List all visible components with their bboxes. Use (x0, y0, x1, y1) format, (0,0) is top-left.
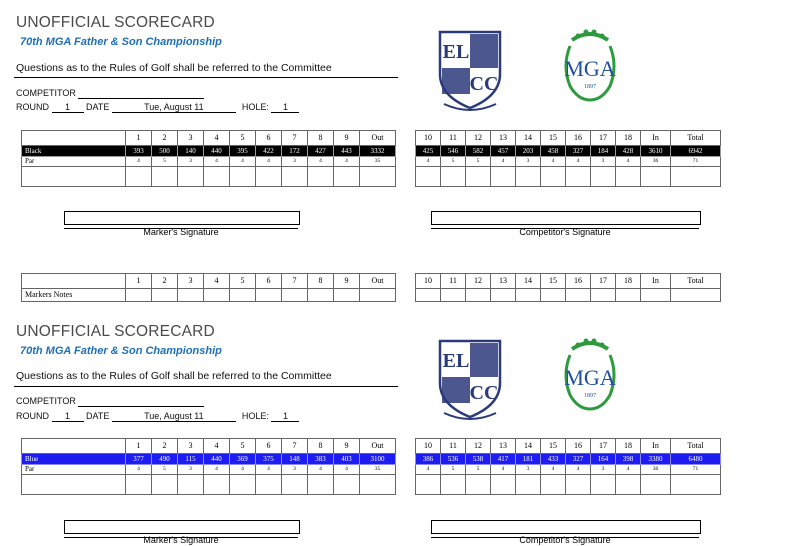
out-header: Out (360, 131, 396, 146)
score-cell[interactable] (441, 475, 466, 495)
out-header: Out (360, 274, 396, 289)
par-cell: 5 (441, 465, 466, 475)
yardage-cell: 443 (334, 146, 360, 157)
markers-notes-label: Markers Notes (22, 289, 126, 302)
card1-divider (14, 77, 398, 78)
date-field[interactable]: Tue, August 11 (112, 411, 236, 422)
hole-header: 18 (616, 131, 641, 146)
par-cell: 5 (152, 465, 178, 475)
score-cell[interactable] (416, 475, 441, 495)
score-cell[interactable] (491, 167, 516, 187)
yardage-cell: 184 (591, 146, 616, 157)
hole-header: 11 (441, 274, 466, 289)
markers-notes-back-table (415, 273, 721, 302)
hole-header: 3 (178, 439, 204, 454)
score-cell[interactable] (616, 475, 641, 495)
par-cell: 3 (516, 465, 541, 475)
yardage-cell: 203 (516, 146, 541, 157)
hole-header: 12 (466, 439, 491, 454)
hole-number-row (22, 439, 396, 454)
hole-header: 9 (334, 274, 360, 289)
note-cell[interactable] (566, 289, 591, 302)
date-label: DATE (86, 411, 110, 421)
yardage-total-cell: 6942 (671, 146, 721, 157)
hole-header: 4 (204, 439, 230, 454)
score-cell[interactable] (671, 475, 721, 495)
note-cell[interactable] (516, 289, 541, 302)
crest-top-letters: EL (442, 350, 470, 372)
tee-yardage-row (22, 454, 396, 465)
yardage-cell: 458 (541, 146, 566, 157)
round-label: ROUND (16, 411, 49, 421)
hole-header: 1 (126, 439, 152, 454)
competitor-signature-label: Competitor's Signature (519, 227, 611, 237)
mga-text: MGA (564, 56, 616, 81)
par-cell: 4 (566, 465, 591, 475)
hole-header: 17 (591, 131, 616, 146)
card2-rules-note: Questions as to the Rules of Golf shall be referred to the Committee (16, 370, 332, 382)
yardage-cell: 377 (126, 454, 152, 465)
hole-header: 6 (256, 131, 282, 146)
mga-text: MGA (564, 365, 616, 390)
in-header: In (641, 274, 671, 289)
date-label: DATE (86, 102, 110, 112)
competitor-field[interactable] (78, 88, 204, 99)
score-cell[interactable] (256, 475, 282, 495)
total-header: Total (671, 131, 721, 146)
yardage-in-cell: 3380 (641, 454, 671, 465)
yardage-cell: 538 (466, 454, 491, 465)
yardage-cell: 457 (491, 146, 516, 157)
marker-signature-label: Marker's Signature (143, 535, 219, 545)
score-cell[interactable] (230, 167, 256, 187)
note-cell[interactable] (360, 289, 396, 302)
hole-header: 16 (566, 439, 591, 454)
yardage-cell: 490 (152, 454, 178, 465)
hole-header: 6 (256, 439, 282, 454)
score-cell[interactable] (152, 167, 178, 187)
score-cell[interactable] (334, 475, 360, 495)
hole-header: 5 (230, 274, 256, 289)
markers-notes-row[interactable] (416, 289, 721, 302)
score-cell[interactable] (516, 475, 541, 495)
score-cell[interactable] (178, 167, 204, 187)
in-header: In (641, 131, 671, 146)
par-row (416, 157, 721, 167)
par-cell: 5 (152, 157, 178, 167)
hole-field[interactable]: 1 (271, 102, 299, 113)
note-cell[interactable] (256, 289, 282, 302)
tee-yardage-row (22, 146, 396, 157)
hole-header: 9 (334, 439, 360, 454)
crest-top-letters: EL (442, 41, 470, 63)
hole-header: 7 (282, 131, 308, 146)
yardage-in-cell: 3610 (641, 146, 671, 157)
yardage-cell: 428 (616, 146, 641, 157)
mga-logo (556, 335, 624, 413)
hole-number-row (22, 131, 396, 146)
yardage-cell: 427 (308, 146, 334, 157)
score-cell[interactable] (441, 167, 466, 187)
par-row (22, 157, 396, 167)
yardage-cell: 417 (491, 454, 516, 465)
score-cell[interactable] (308, 475, 334, 495)
par-cell: 5 (466, 157, 491, 167)
score-cell[interactable] (334, 167, 360, 187)
yardage-cell: 433 (541, 454, 566, 465)
hole-number-row (416, 439, 721, 454)
hole-header: 5 (230, 439, 256, 454)
card1-subtitle: 70th MGA Father & Son Championship (20, 36, 222, 48)
hole-field[interactable]: 1 (271, 411, 299, 422)
hole-header: 8 (308, 439, 334, 454)
par-cell: 5 (466, 465, 491, 475)
note-cell[interactable] (591, 289, 616, 302)
hole-header: 6 (256, 274, 282, 289)
note-cell[interactable] (441, 289, 466, 302)
yardage-cell: 164 (591, 454, 616, 465)
yardage-cell: 172 (282, 146, 308, 157)
competitor-field[interactable] (78, 396, 204, 407)
par-cell: 4 (541, 157, 566, 167)
hole-header: 14 (516, 439, 541, 454)
par-cell: 4 (616, 465, 641, 475)
hole-header: 17 (591, 439, 616, 454)
par-in-cell: 36 (641, 465, 671, 475)
par-cell: 4 (204, 465, 230, 475)
par-cell: 4 (541, 465, 566, 475)
yardage-cell: 422 (256, 146, 282, 157)
hole-header: 16 (566, 131, 591, 146)
yardage-out-cell: 3100 (360, 454, 396, 465)
mga-year: 1897 (584, 393, 596, 399)
hole-header: 18 (616, 274, 641, 289)
hole-label: HOLE: (241, 411, 269, 421)
card1-competitor-row (16, 88, 204, 99)
club-crest-logo (434, 335, 506, 421)
score-cell[interactable] (591, 167, 616, 187)
score-cell[interactable] (641, 475, 671, 495)
par-cell: 3 (591, 157, 616, 167)
hole-header: 12 (466, 131, 491, 146)
par-cell: 3 (591, 465, 616, 475)
hole-header: 7 (282, 274, 308, 289)
note-cell[interactable] (541, 289, 566, 302)
score-cell[interactable] (671, 167, 721, 187)
competitor-label: COMPETITOR (16, 88, 76, 98)
note-cell[interactable] (466, 289, 491, 302)
score-cell[interactable] (360, 475, 396, 495)
note-cell[interactable] (671, 289, 721, 302)
crest-bottom-letters: CC (469, 73, 499, 95)
card2-competitor-row (16, 396, 204, 407)
tee-yardage-row (416, 454, 721, 465)
par-cell: 3 (516, 157, 541, 167)
score-cell[interactable] (308, 167, 334, 187)
par-total-cell: 71 (671, 465, 721, 475)
note-cell[interactable] (616, 289, 641, 302)
hole-header: 12 (466, 274, 491, 289)
yardage-cell: 393 (126, 146, 152, 157)
competitor-signature-box[interactable] (431, 520, 701, 534)
notes-header-row (22, 274, 396, 289)
par-out-cell: 35 (360, 157, 396, 167)
note-cell[interactable] (416, 289, 441, 302)
total-header: Total (671, 439, 721, 454)
par-cell: 3 (178, 465, 204, 475)
markers-notes-front-table (21, 273, 396, 302)
hole-header: 13 (491, 274, 516, 289)
competitor-label: COMPETITOR (16, 396, 76, 406)
score-cell[interactable] (541, 167, 566, 187)
note-cell[interactable] (491, 289, 516, 302)
yardage-out-cell: 3332 (360, 146, 396, 157)
hole-header: 7 (282, 439, 308, 454)
score-cell[interactable] (282, 475, 308, 495)
out-header: Out (360, 439, 396, 454)
note-cell[interactable] (126, 289, 152, 302)
hole-header: 10 (416, 439, 441, 454)
hole-header: 8 (308, 131, 334, 146)
score-entry-row[interactable] (22, 475, 396, 495)
score-cell[interactable] (641, 167, 671, 187)
hole-header: 10 (416, 274, 441, 289)
note-cell[interactable] (178, 289, 204, 302)
hole-header: 3 (178, 131, 204, 146)
note-cell[interactable] (308, 289, 334, 302)
yardage-cell: 440 (204, 454, 230, 465)
par-label: Par (22, 157, 126, 167)
score-cell[interactable] (152, 475, 178, 495)
hole-header: 5 (230, 131, 256, 146)
yardage-cell: 403 (334, 454, 360, 465)
score-cell[interactable] (566, 475, 591, 495)
score-entry-row[interactable] (22, 167, 396, 187)
in-header: In (641, 439, 671, 454)
par-cell: 4 (204, 157, 230, 167)
round-label: ROUND (16, 102, 49, 112)
score-cell[interactable] (591, 475, 616, 495)
par-cell: 4 (566, 157, 591, 167)
hole-header: 10 (416, 131, 441, 146)
hole-header: 15 (541, 131, 566, 146)
par-cell: 4 (256, 465, 282, 475)
total-header: Total (671, 274, 721, 289)
round-field[interactable]: 1 (52, 411, 84, 422)
score-cell[interactable] (204, 475, 230, 495)
card1-back-table (415, 130, 721, 187)
par-cell: 3 (178, 157, 204, 167)
par-cell: 4 (491, 465, 516, 475)
yardage-cell: 181 (516, 454, 541, 465)
hole-header: 15 (541, 439, 566, 454)
score-cell[interactable] (466, 167, 491, 187)
notes-header-row (416, 274, 721, 289)
card1-front-table (21, 130, 396, 187)
par-total-cell: 71 (671, 157, 721, 167)
hole-header: 14 (516, 274, 541, 289)
hole-header: 9 (334, 131, 360, 146)
yardage-cell: 369 (230, 454, 256, 465)
yardage-cell: 398 (616, 454, 641, 465)
hole-header: 2 (152, 274, 178, 289)
par-cell: 4 (230, 465, 256, 475)
hole-header: 11 (441, 439, 466, 454)
yardage-cell: 536 (441, 454, 466, 465)
tee-label: Blue (22, 454, 126, 465)
hole-header: 1 (126, 131, 152, 146)
yardage-cell: 546 (441, 146, 466, 157)
par-cell: 3 (282, 465, 308, 475)
yardage-cell: 500 (152, 146, 178, 157)
card2-divider (14, 386, 398, 387)
hole-header: 2 (152, 439, 178, 454)
card1-title: UNOFFICIAL SCORECARD (16, 14, 215, 31)
tee-yardage-row (416, 146, 721, 157)
card2-subtitle: 70th MGA Father & Son Championship (20, 345, 222, 357)
hole-header: 1 (126, 274, 152, 289)
note-cell[interactable] (204, 289, 230, 302)
score-cell[interactable] (230, 475, 256, 495)
marker-signature-box[interactable] (64, 211, 300, 225)
hole-header: 4 (204, 274, 230, 289)
yardage-total-cell: 6480 (671, 454, 721, 465)
hole-header: 18 (616, 439, 641, 454)
mga-logo (556, 26, 624, 104)
hole-header: 4 (204, 131, 230, 146)
mga-year: 1897 (584, 84, 596, 90)
score-cell[interactable] (22, 475, 126, 495)
card2-front-table (21, 438, 396, 495)
yardage-cell: 327 (566, 146, 591, 157)
par-cell: 4 (616, 157, 641, 167)
competitor-signature-box[interactable] (431, 211, 701, 225)
score-cell[interactable] (541, 475, 566, 495)
score-entry-row[interactable] (416, 167, 721, 187)
score-cell[interactable] (22, 167, 126, 187)
score-cell[interactable] (416, 167, 441, 187)
par-in-cell: 36 (641, 157, 671, 167)
round-field[interactable]: 1 (52, 102, 84, 113)
hole-header: 3 (178, 274, 204, 289)
yardage-cell: 383 (308, 454, 334, 465)
score-cell[interactable] (282, 167, 308, 187)
score-cell[interactable] (204, 167, 230, 187)
marker-signature-label: Marker's Signature (143, 227, 219, 237)
hole-header: 11 (441, 131, 466, 146)
yardage-cell: 375 (256, 454, 282, 465)
score-cell[interactable] (616, 167, 641, 187)
yardage-cell: 395 (230, 146, 256, 157)
note-cell[interactable] (282, 289, 308, 302)
club-crest-logo (434, 26, 506, 112)
par-cell: 4 (230, 157, 256, 167)
par-cell: 4 (308, 157, 334, 167)
score-cell[interactable] (126, 475, 152, 495)
marker-signature-box[interactable] (64, 520, 300, 534)
par-cell: 4 (126, 465, 152, 475)
par-cell: 4 (416, 157, 441, 167)
yardage-cell: 148 (282, 454, 308, 465)
par-out-cell: 35 (360, 465, 396, 475)
score-cell[interactable] (178, 475, 204, 495)
markers-notes-row[interactable] (22, 289, 396, 302)
score-cell[interactable] (466, 475, 491, 495)
par-row (22, 465, 396, 475)
score-cell[interactable] (256, 167, 282, 187)
yardage-cell: 115 (178, 454, 204, 465)
hole-header: 13 (491, 439, 516, 454)
par-row (416, 465, 721, 475)
hole-header: 15 (541, 274, 566, 289)
yardage-cell: 582 (466, 146, 491, 157)
hole-header: 16 (566, 274, 591, 289)
card2-title: UNOFFICIAL SCORECARD (16, 323, 215, 340)
date-field[interactable]: Tue, August 11 (112, 102, 236, 113)
par-cell: 4 (126, 157, 152, 167)
hole-header: 17 (591, 274, 616, 289)
card2-back-table (415, 438, 721, 495)
par-cell: 4 (256, 157, 282, 167)
yardage-cell: 140 (178, 146, 204, 157)
par-cell: 4 (334, 465, 360, 475)
competitor-signature-label: Competitor's Signature (519, 535, 611, 545)
crest-bottom-letters: CC (469, 382, 499, 404)
yardage-cell: 425 (416, 146, 441, 157)
tee-label: Black (22, 146, 126, 157)
card1-round-row (16, 102, 299, 113)
card1-rules-note: Questions as to the Rules of Golf shall be referred to the Committee (16, 62, 332, 74)
par-label: Par (22, 465, 126, 475)
score-cell[interactable] (491, 475, 516, 495)
par-cell: 4 (491, 157, 516, 167)
hole-header: 2 (152, 131, 178, 146)
hole-label: HOLE: (241, 102, 269, 112)
score-entry-row[interactable] (416, 475, 721, 495)
par-cell: 3 (282, 157, 308, 167)
score-cell[interactable] (360, 167, 396, 187)
yardage-cell: 327 (566, 454, 591, 465)
hole-number-row (416, 131, 721, 146)
card2-round-row (16, 411, 299, 422)
par-cell: 4 (308, 465, 334, 475)
par-cell: 4 (334, 157, 360, 167)
par-cell: 5 (441, 157, 466, 167)
score-cell[interactable] (566, 167, 591, 187)
note-cell[interactable] (230, 289, 256, 302)
score-cell[interactable] (126, 167, 152, 187)
note-cell[interactable] (641, 289, 671, 302)
score-cell[interactable] (516, 167, 541, 187)
hole-header: 13 (491, 131, 516, 146)
par-cell: 4 (416, 465, 441, 475)
yardage-cell: 386 (416, 454, 441, 465)
note-cell[interactable] (334, 289, 360, 302)
hole-header: 14 (516, 131, 541, 146)
yardage-cell: 440 (204, 146, 230, 157)
hole-header: 8 (308, 274, 334, 289)
note-cell[interactable] (152, 289, 178, 302)
